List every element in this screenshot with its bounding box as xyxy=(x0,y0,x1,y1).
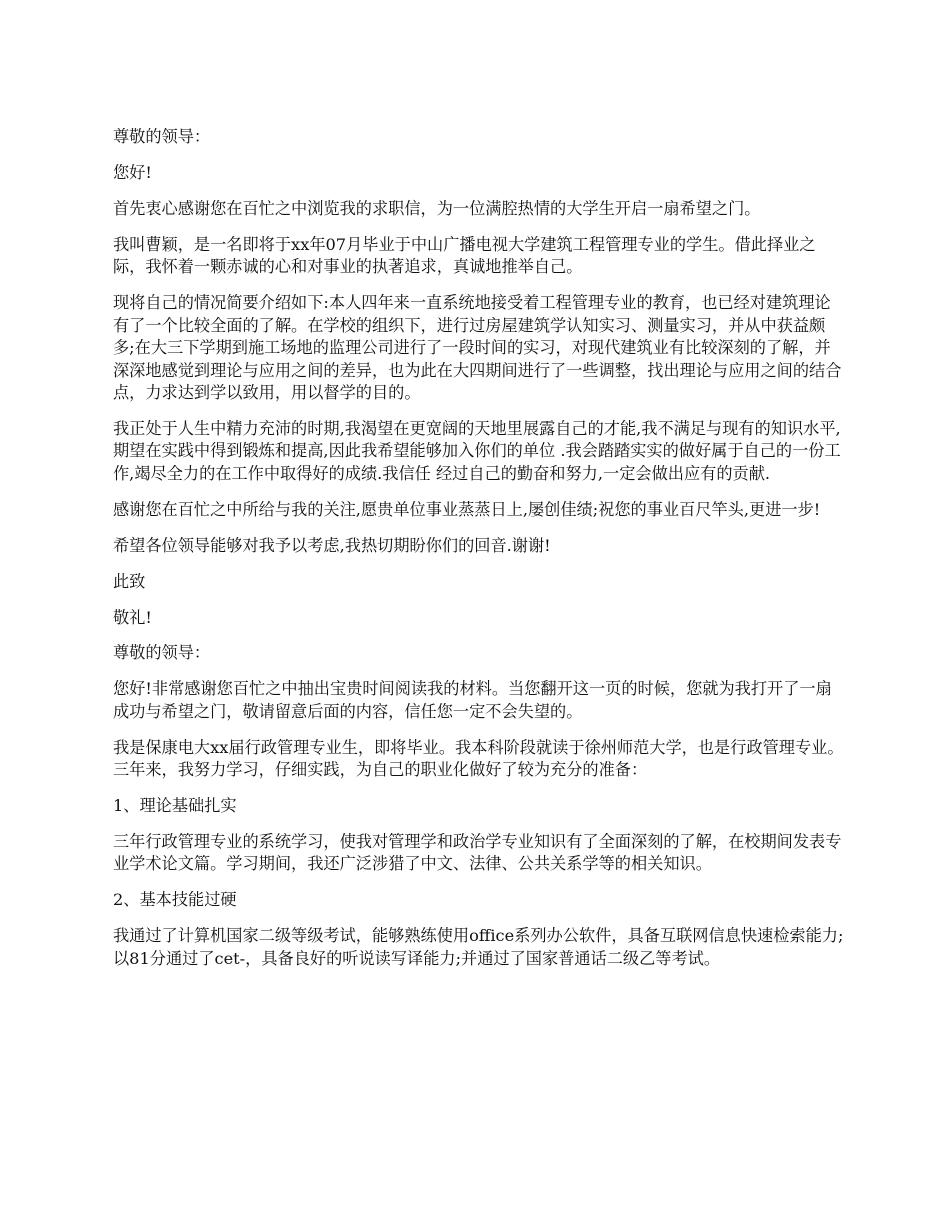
greeting: 您好! xyxy=(113,162,152,182)
paragraph: 我是保康电大xx届行政管理专业生，即将毕业。我本科阶段就读于徐州师范大学，也是行政管理专业。三年来，我努力学习，仔细实践，为自己的职业化做好了较为充分的准备： xyxy=(113,737,844,780)
paragraph: 三年行政管理专业的系统学习，使我对管理学和政治学专业知识有了全面深刻的了解，在校期间发表专业学术论文篇。学习期间，我还广泛涉猎了中文、法律、公共关系学等的相关知识。 xyxy=(113,831,842,874)
document-body xyxy=(113,126,845,984)
paragraph: 我叫曹颖，是一名即将于xx年07月毕业于中山广播电视大学建筑工程管理专业的学生。借此择业之际，我怀着一颗赤诚的心和对事业的执著追求，真诚地推举自己。 xyxy=(113,234,816,277)
paragraph: 我正处于人生中精力充沛的时期,我渴望在更宽阔的天地里展露自己的才能,我不满足与现有的知识水平,期望在实践中得到锻炼和提高,因此我希望能够加入你们的单位 .我会踏踏实实的做好属于自己的一份工作,竭尽全力的在工作中取得好的成绩.我信任 经过自己的勤奋和努力,一定会做出应有的贡献. xyxy=(113,418,841,483)
section-heading: 2、基本技能过硬 xyxy=(113,890,237,910)
paragraph: 感谢您在百忙之中所给与我的关注,愿贵单位事业蒸蒸日上,屡创佳绩;祝您的事业百尺竿头,更进一步! xyxy=(113,499,821,519)
section-heading: 1、理论基础扎实 xyxy=(113,796,237,816)
closing: 敬礼! xyxy=(113,607,152,627)
paragraph: 您好!非常感谢您百忙之中抽出宝贵时间阅读我的材料。当您翻开这一页的时候，您就为我打开了一扇成功与希望之门，敬请留意后面的内容，信任您一定不会失望的。 xyxy=(113,679,832,721)
paragraph: 首先衷心感谢您在百忙之中浏览我的求职信，为一位满腔热情的大学生开启一扇希望之门。 xyxy=(113,198,761,218)
closing: 此致 xyxy=(113,571,146,591)
paragraph: 现将自己的情况简要介绍如下:本人四年来一直系统地接受着工程管理专业的教育，也已经对建筑理论有了一个比较全面的了解。在学校的组织下，进行过房屋建筑学认知实习、测量实习，并从中获益颇多;在大三下学期到施工场地的监理公司进行了一段时间的实习，对现代建筑业有比较深刻的了解，并深深地感觉到理论与应用之间的差异，也为此在大四期间进行了一些调整，找出理论与应用之间的结合点，力求达到学以致用，用以督学的目的。 xyxy=(113,293,842,403)
salutation: 尊敬的领导： xyxy=(113,643,211,663)
paragraph: 我通过了计算机国家二级等级考试，能够熟练使用office系列办公软件，具备互联网信息快速检索能力;以81分通过了cet-，具备良好的听说读写译能力;并通过了国家普通话二级乙等考试。 xyxy=(113,926,844,968)
salutation: 尊敬的领导： xyxy=(113,127,211,146)
paragraph: 希望各位领导能够对我予以考虑,我热切期盼你们的回音.谢谢! xyxy=(113,535,551,555)
